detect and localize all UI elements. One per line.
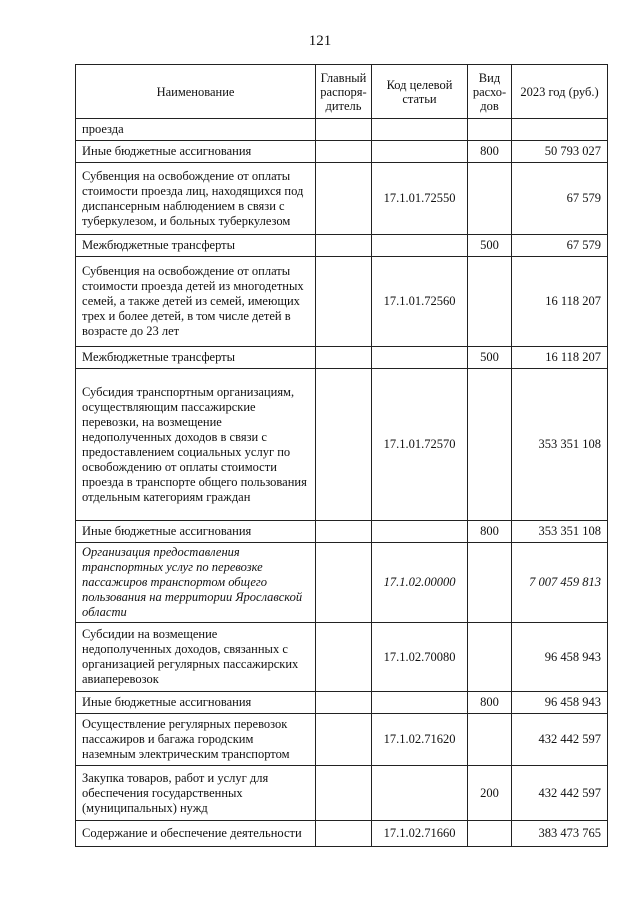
cell-admin <box>316 163 372 235</box>
table-row <box>76 163 608 235</box>
cell-name: Иные бюджетные ассигнования <box>76 521 316 543</box>
header-admin: Главный распоря-дитель <box>316 65 372 119</box>
cell-name: Субсидия транспортным организациям, осуществляющим пассажирские перевозки, на возмещение недополученных доходов в связи с предоставлением социальных услуг по освобождению от оплаты стоимости проезда в транспорте общего пользования отдельным категориям граждан <box>76 369 316 521</box>
cell-admin <box>316 257 372 347</box>
header-amount: 2023 год (руб.) <box>512 65 608 119</box>
cell-admin <box>316 119 372 141</box>
cell-amount: 16 118 207 <box>512 347 608 369</box>
table-row <box>76 623 608 692</box>
cell-amount: 353 351 108 <box>512 369 608 521</box>
cell-code <box>372 692 468 714</box>
cell-admin <box>316 623 372 692</box>
table-row <box>76 714 608 766</box>
cell-type <box>468 821 512 847</box>
cell-code: 17.1.01.72570 <box>372 369 468 521</box>
cell-type <box>468 369 512 521</box>
cell-name: Организация предоставления транспортных услуг по перевозке пассажиров транспортом общего пользования на территории Ярославской области <box>76 543 316 623</box>
cell-name: Субвенция на освобождение от оплаты стоимости проезда лиц, находящихся под диспансерным наблюдением в связи с туберкулезом, и больных туберкулезом <box>76 163 316 235</box>
header-type: Вид расхо-дов <box>468 65 512 119</box>
cell-amount: 67 579 <box>512 163 608 235</box>
cell-amount: 7 007 459 813 <box>512 543 608 623</box>
cell-name: Межбюджетные трансферты <box>76 235 316 257</box>
cell-amount: 353 351 108 <box>512 521 608 543</box>
cell-code <box>372 347 468 369</box>
cell-type <box>468 714 512 766</box>
cell-admin <box>316 821 372 847</box>
cell-amount <box>512 119 608 141</box>
table-row <box>76 347 608 369</box>
cell-name: Осуществление регулярных перевозок пассажиров и багажа городским наземным электрическим транспортом <box>76 714 316 766</box>
cell-admin <box>316 347 372 369</box>
cell-name: Межбюджетные трансферты <box>76 347 316 369</box>
header-name: Наименование <box>76 65 316 119</box>
table-row <box>76 821 608 847</box>
cell-type <box>468 543 512 623</box>
table-row <box>76 543 608 623</box>
cell-admin <box>316 521 372 543</box>
cell-type: 500 <box>468 235 512 257</box>
page-number: 121 <box>308 33 332 49</box>
cell-name: Субвенция на освобождение от оплаты стоимости проезда детей из многодетных семей, а также детей из семей, имеющих трех и более детей, в том числе детей в возрасте до 23 лет <box>76 257 316 347</box>
cell-admin <box>316 714 372 766</box>
cell-code <box>372 766 468 821</box>
table-row <box>76 257 608 347</box>
cell-code: 17.1.01.72550 <box>372 163 468 235</box>
cell-type <box>468 119 512 141</box>
cell-type <box>468 257 512 347</box>
table-row <box>76 766 608 821</box>
cell-amount: 50 793 027 <box>512 141 608 163</box>
table-row <box>76 369 608 521</box>
cell-amount: 383 473 765 <box>512 821 608 847</box>
table-row <box>76 119 608 141</box>
table-row <box>76 141 608 163</box>
table-row <box>76 235 608 257</box>
cell-code <box>372 235 468 257</box>
cell-code: 17.1.02.71660 <box>372 821 468 847</box>
cell-admin <box>316 766 372 821</box>
cell-amount: 96 458 943 <box>512 692 608 714</box>
table-row <box>76 521 608 543</box>
cell-code <box>372 141 468 163</box>
cell-type <box>468 163 512 235</box>
cell-name: Содержание и обеспечение деятельности <box>76 821 316 847</box>
cell-code: 17.1.02.71620 <box>372 714 468 766</box>
cell-type: 500 <box>468 347 512 369</box>
cell-name: Субсидии на возмещение недополученных доходов, связанных с организацией регулярных пассажирских авиаперевозок <box>76 623 316 692</box>
cell-type <box>468 623 512 692</box>
cell-amount: 16 118 207 <box>512 257 608 347</box>
cell-admin <box>316 543 372 623</box>
cell-code: 17.1.02.00000 <box>372 543 468 623</box>
cell-name: Закупка товаров, работ и услуг для обеспечения государственных (муниципальных) нужд <box>76 766 316 821</box>
cell-admin <box>316 369 372 521</box>
cell-type: 200 <box>468 766 512 821</box>
cell-admin <box>316 692 372 714</box>
cell-amount: 432 442 597 <box>512 714 608 766</box>
cell-name: Иные бюджетные ассигнования <box>76 692 316 714</box>
cell-admin <box>316 235 372 257</box>
cell-code: 17.1.01.72560 <box>372 257 468 347</box>
cell-type: 800 <box>468 141 512 163</box>
cell-type: 800 <box>468 692 512 714</box>
table-row <box>76 692 608 714</box>
cell-name: Иные бюджетные ассигнования <box>76 141 316 163</box>
cell-type: 800 <box>468 521 512 543</box>
budget-table <box>75 64 608 847</box>
header-code: Код целевой статьи <box>372 65 468 119</box>
cell-code <box>372 119 468 141</box>
cell-admin <box>316 141 372 163</box>
cell-amount: 432 442 597 <box>512 766 608 821</box>
cell-code <box>372 521 468 543</box>
cell-name: проезда <box>76 119 316 141</box>
cell-code: 17.1.02.70080 <box>372 623 468 692</box>
cell-amount: 96 458 943 <box>512 623 608 692</box>
cell-amount: 67 579 <box>512 235 608 257</box>
table-header-row <box>76 65 608 119</box>
